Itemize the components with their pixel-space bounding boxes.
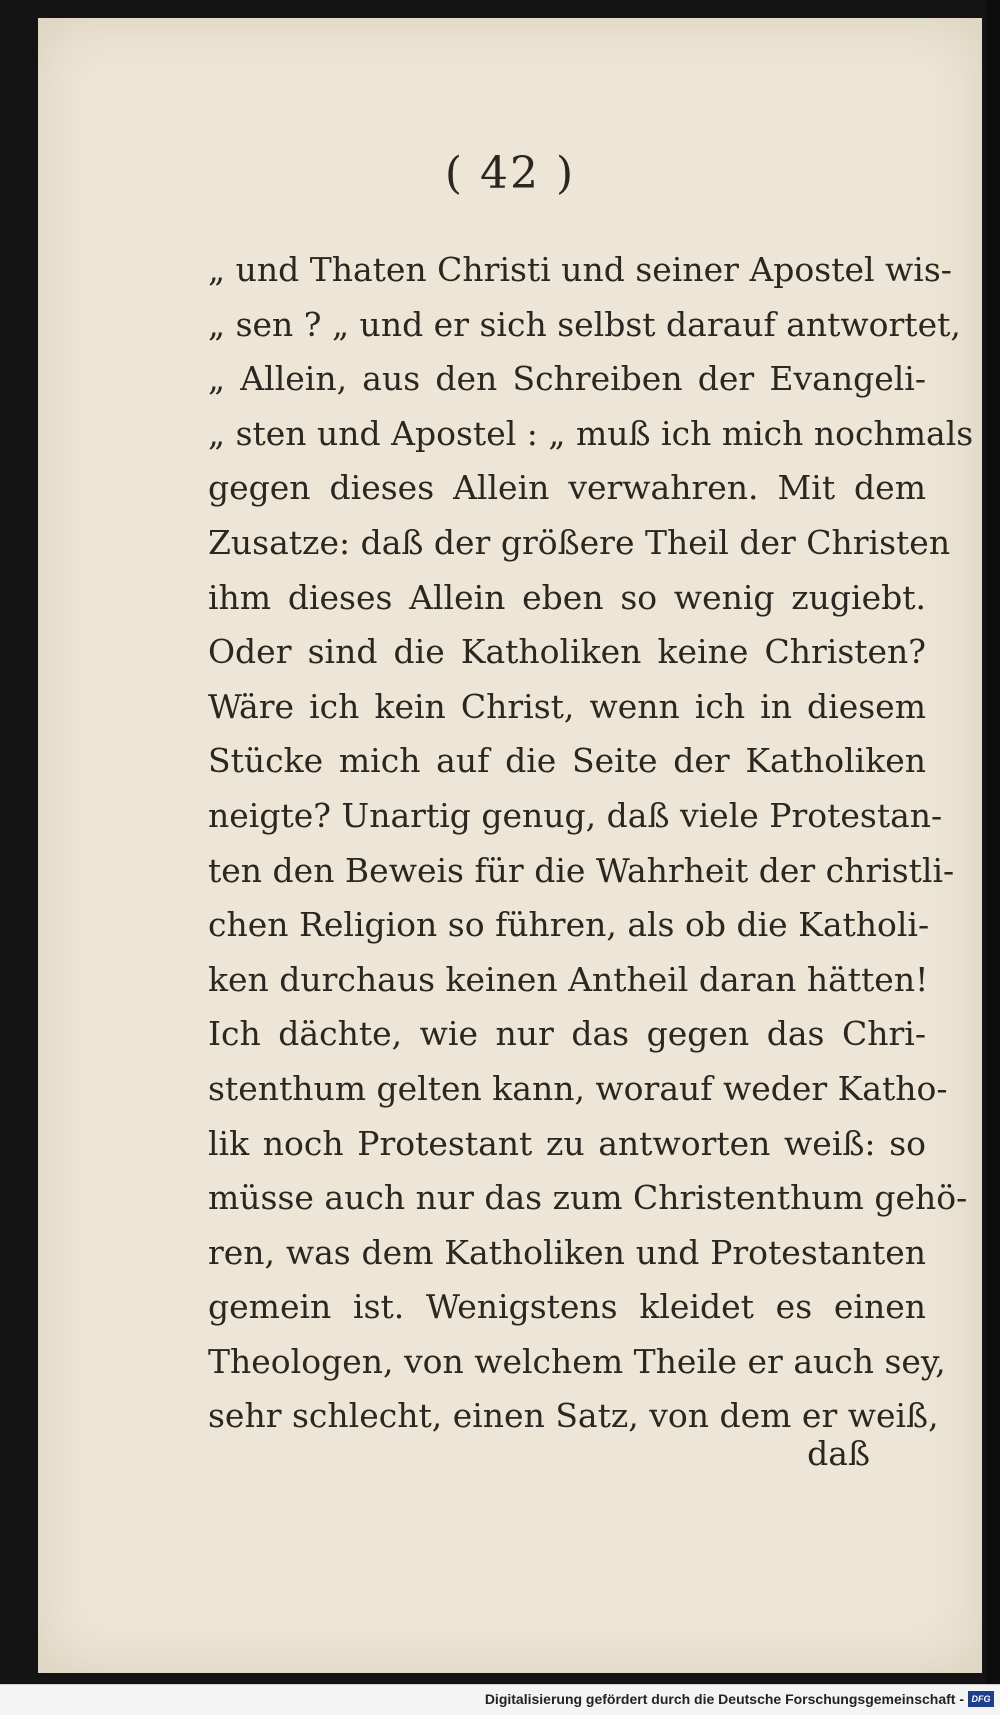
- text-line: ren, was dem Katholiken und Protestanten: [208, 1232, 926, 1272]
- scan-edge: [986, 0, 1000, 1715]
- text-line: lik noch Protestant zu antworten weiß: so: [208, 1123, 926, 1163]
- text-line: ten den Beweis für die Wahrheit der christli-: [208, 850, 955, 890]
- footer-bar: [0, 1684, 1000, 1715]
- page-number: ( 42 ): [444, 148, 576, 199]
- body-text: [208, 243, 974, 1444]
- text-line: Stücke mich auf die Seite der Katholiken: [208, 741, 926, 781]
- text-line: Wäre ich kein Christ, wenn ich in diesem: [208, 686, 926, 726]
- text-line: „ sen ? „ und er sich selbst darauf antwortet,: [208, 304, 961, 344]
- text-line: „ Allein, aus den Schreiben der Evangeli-: [208, 359, 926, 399]
- text-line: „ sten und Apostel : „ muß ich mich nochmals: [208, 413, 974, 453]
- text-line: sehr schlecht, einen Satz, von dem er weiß,: [208, 1396, 939, 1436]
- text-line: Oder sind die Katholiken keine Christen?: [208, 632, 926, 672]
- book-page: [38, 18, 982, 1673]
- text-line: Zusatze: daß der größere Theil der Christen: [208, 522, 951, 562]
- text-line: müsse auch nur das zum Christenthum gehö-: [208, 1178, 968, 1218]
- dfg-logo-icon: DFG: [968, 1691, 994, 1707]
- text-line: chen Religion so führen, als ob die Katholi-: [208, 905, 930, 945]
- text-line: stenthum gelten kann, worauf weder Katho-: [208, 1068, 948, 1108]
- text-line: gegen dieses Allein verwahren. Mit dem: [208, 468, 926, 508]
- funding-credit: Digitalisierung gefördert durch die Deutsche Forschungsgemeinschaft -: [484, 1691, 964, 1707]
- text-line: ihm dieses Allein eben so wenig zugiebt.: [208, 577, 926, 617]
- text-line: Theologen, von welchem Theile er auch sey,: [208, 1341, 946, 1381]
- text-line: Ich dächte, wie nur das gegen das Chri-: [208, 1014, 926, 1054]
- text-line: neigte? Unartig genug, daß viele Protestan-: [208, 795, 943, 835]
- text-line: gemein ist. Wenigstens kleidet es einen: [208, 1287, 926, 1327]
- text-line: „ und Thaten Christi und seiner Apostel wis-: [208, 250, 952, 289]
- catchword: daß: [807, 1434, 870, 1473]
- text-line: ken durchaus keinen Antheil daran hätten!: [208, 959, 929, 999]
